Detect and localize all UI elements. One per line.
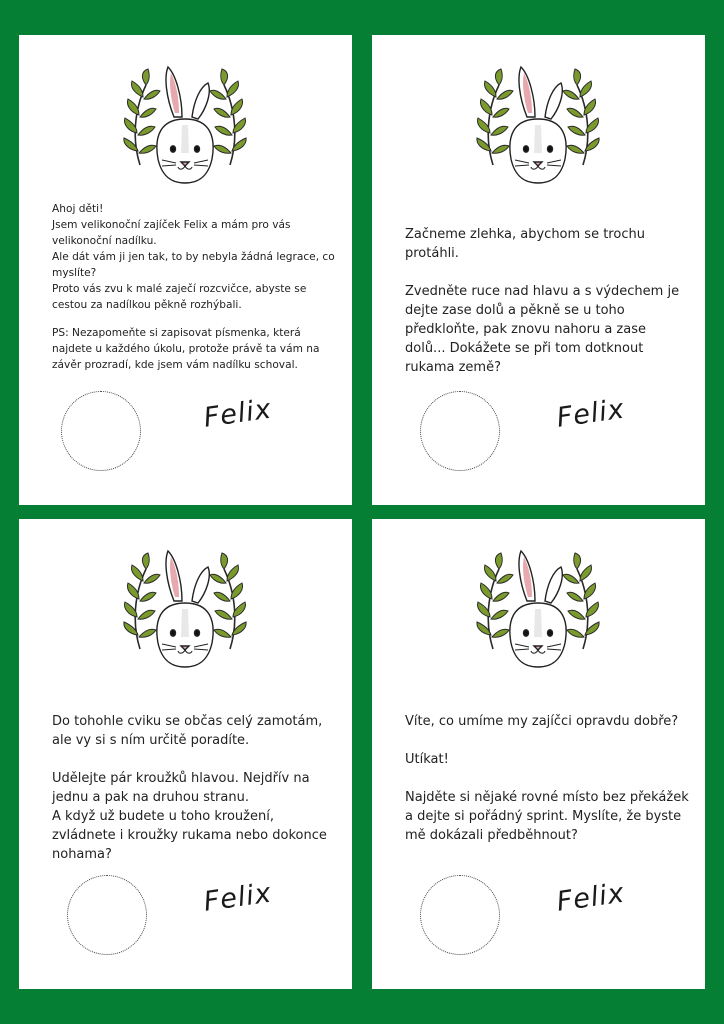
bunny-emblem (110, 549, 260, 674)
right-leaf-branch-icon (210, 69, 246, 165)
right-leaf-branch-icon (563, 553, 599, 649)
right-leaf-branch-icon (563, 69, 599, 165)
card-paragraph: Zvedněte ruce nad hlavu a s výdechem je dejte zase dolů a pěkně se u toho předkloňte, pak znovu nahoru a zase dolů... Dokážete se při tom dotknout rukama země? (405, 284, 680, 375)
letter-stamp-circle (420, 875, 500, 955)
bunny-head-icon (157, 67, 213, 183)
card-paragraph: Do tohohle cviku se občas celý zamotám, ale vy si s ním určitě poradíte. (52, 714, 323, 748)
task-card-4 (372, 519, 705, 989)
card-paragraph: Začneme zlehka, abychom se trochu protáhli. (405, 227, 645, 261)
card-paragraph: Udělejte pár kroužků hlavou. Nejdřív na jednu a pak na druhou stranu. A když už budete u toho kroužení, zvládnete i kroužky rukama nebo dokonce nohama? (52, 771, 327, 862)
card-paragraph: Víte, co umíme my zajíčci opravdu dobře? (405, 714, 679, 729)
bunny-emblem (463, 549, 613, 674)
signature: Felix (201, 877, 274, 918)
task-card-2 (372, 35, 705, 505)
signature: Felix (554, 877, 627, 918)
letter-stamp-circle (61, 391, 141, 471)
bunny-head-icon (157, 551, 213, 667)
task-card-3 (19, 519, 352, 989)
letter-stamp-circle (67, 875, 147, 955)
bunny-head-icon (510, 67, 566, 183)
signature: Felix (201, 393, 274, 434)
task-card-1 (19, 35, 352, 505)
card-text (52, 201, 337, 373)
bunny-emblem (110, 65, 260, 190)
bunny-emblem (463, 65, 613, 190)
card-paragraph: Najděte si nějaké rovné místo bez překážek a dejte si pořádný sprint. Myslíte, že byste mě dokázali předběhnout? (405, 790, 689, 843)
left-leaf-branch-icon (124, 553, 160, 649)
bunny-head-icon (510, 551, 566, 667)
left-leaf-branch-icon (124, 69, 160, 165)
card-paragraph: PS: Nezapomeňte si zapisovat písmenka, která najdete u každého úkolu, protože právě ta vám na závěr prozradí, kde jsem vám nadílku schoval. (52, 327, 320, 371)
left-leaf-branch-icon (477, 553, 513, 649)
left-leaf-branch-icon (477, 69, 513, 165)
signature: Felix (554, 393, 627, 434)
right-leaf-branch-icon (210, 553, 246, 649)
letter-stamp-circle (420, 391, 500, 471)
card-text (405, 225, 690, 377)
card-paragraph: Ahoj děti! Jsem velikonoční zajíček Felix a mám pro vás velikonoční nadílku. Ale dát vám ji jen tak, to by nebyla žádná legrace, co myslíte? Proto vás zvu k malé zaječí rozcvičce, abyste se cestou za nadílkou pěkně rozhýbali. (52, 203, 335, 311)
card-text (405, 712, 690, 845)
card-text (52, 712, 337, 864)
card-paragraph: Utíkat! (405, 752, 449, 767)
